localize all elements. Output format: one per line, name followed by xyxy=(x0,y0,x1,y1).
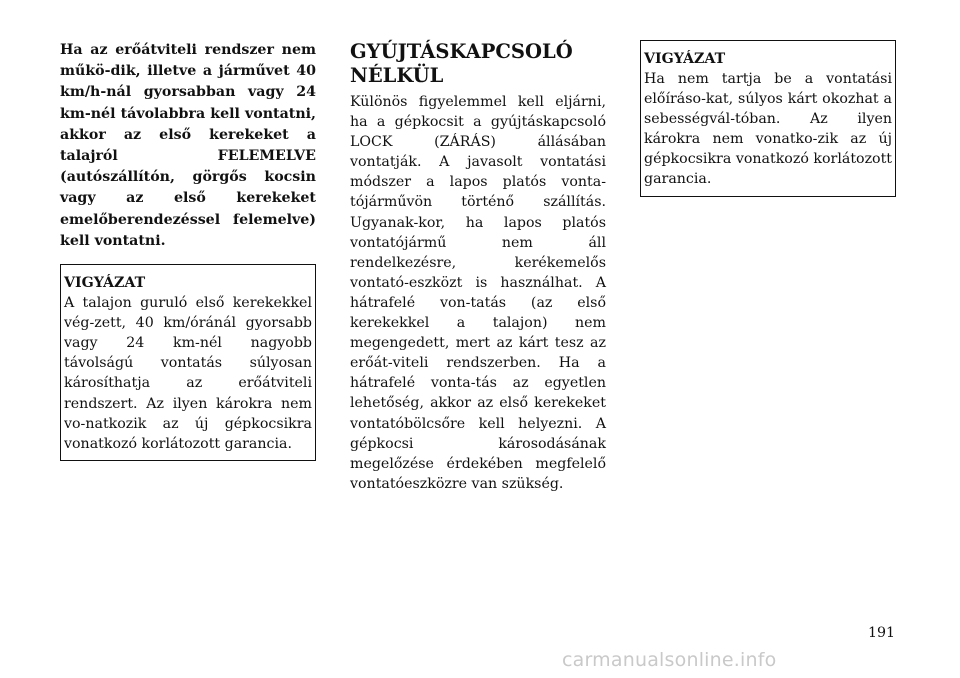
page-number: 191 xyxy=(868,625,896,641)
section-body: Különös figyelemmel kell eljárni, ha a gépkocsit a gyújtáskapcsoló LOCK (ZÁRÁS) állásában vontatják. A javasolt vontatási módszer a lapos platós vonta-tójárművön történő szállítás. Ugyanak-kor, ha lapos platós vontatójármű nem áll rendelkezésre, kerékemelős vontató-eszközt is használhat. A hátrafelé von-tatás (az első kerekekkel a talajon) nem megengedett, mert az kárt tesz az erőát-viteli rendszerben. Ha a hátrafelé vonta-tás az egyetlen lehetőség, akkor az első kerekeket vontatóbölcsőre kell helyezni. A gépkocsi károsodásának megelőzése érdekében megfelelő vontatóeszközre van szükség. xyxy=(350,94,606,492)
warning-box-left xyxy=(60,264,316,461)
warning-title: VIGYÁZAT xyxy=(64,275,146,292)
section-heading: GYÚJTÁSKAPCSOLÓ NÉLKÜL xyxy=(350,40,573,87)
warning-box-right xyxy=(640,40,896,197)
watermark: carmanualsonline.info xyxy=(562,649,777,671)
warning-text: Ha nem tartja be a vontatási előíráso-kat, súlyos kárt okozhat a sebességvál-tóban. Az ilyen károkra nem vonatko-zik az új gépkocsikra vonatkozó korlátozott garancia. xyxy=(644,71,892,188)
right-column xyxy=(640,40,896,197)
towing-lead-paragraph: Ha az erőátviteli rendszer nem műkö-dik, illetve a járművet 40 km/h-nál gyorsabban vagy 24 km-nél távolabbra kell vontatni, akkor az első kerekeket a talajról FELEMELVE (autószállítón, görgős kocsin vagy az első kerekeket emelőberendezéssel felemelve) kell vontatni. xyxy=(60,42,316,249)
warning-title: VIGYÁZAT xyxy=(644,51,726,67)
warning-text: A talajon guruló első kerekekkel vég-zett, 40 km/óránál gyorsabb vagy 24 km-nél nagyobb távolságú vontatás súlyosan károsíthatja az erőátviteli rendszert. Az ilyen károkra nem vo-natkozik az új gépkocsikra vonatkozó korlátozott garancia. xyxy=(64,295,312,452)
left-column xyxy=(60,40,316,461)
middle-column xyxy=(350,40,606,494)
